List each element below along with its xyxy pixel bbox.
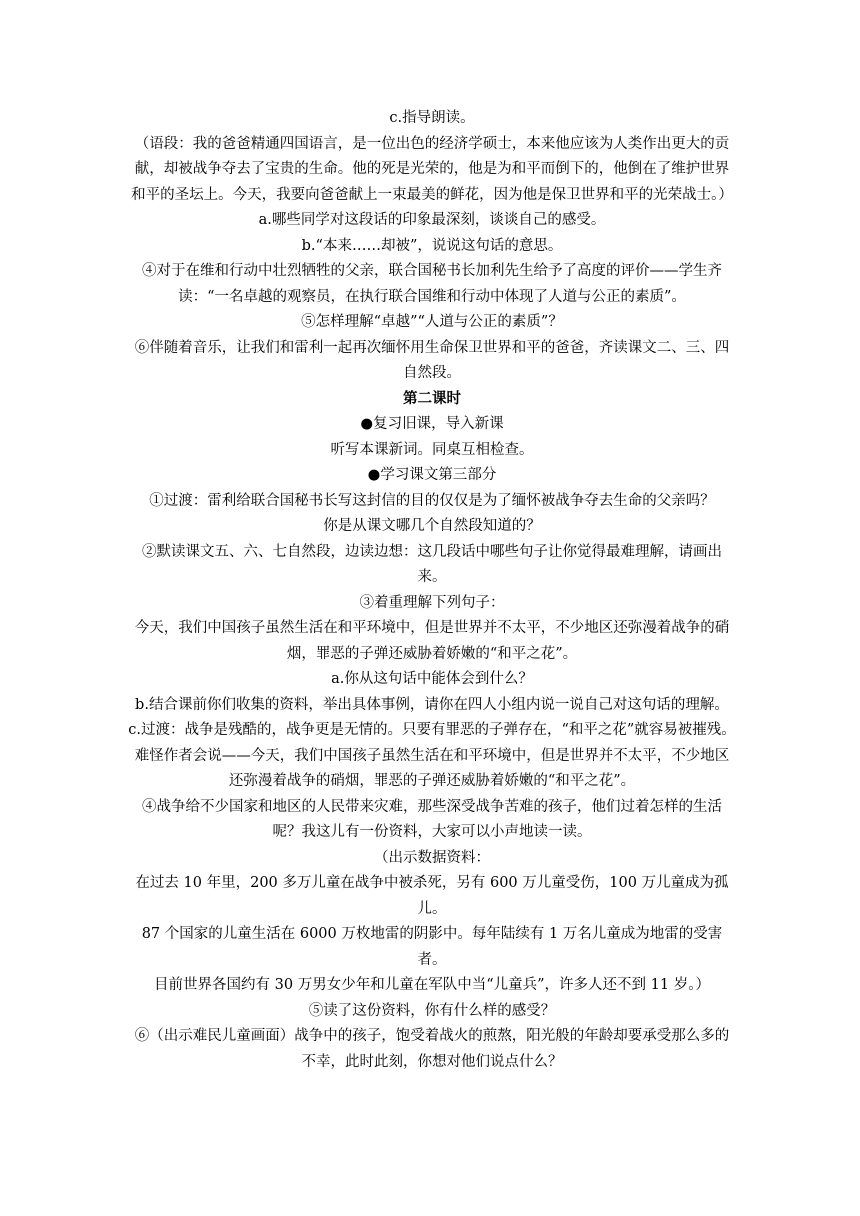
paragraph: 目前世界各国约有 30 万男女少年和儿童在军队中当“儿童兵”，许多人还不到 11 岁。） xyxy=(154,977,710,993)
paragraph: ⑤怎样理解“卓越”“人道与公正的素质”？ xyxy=(301,314,563,330)
document-body xyxy=(128,106,736,1075)
paragraph: ●学习课文第三部分 xyxy=(367,467,497,483)
paragraph: b.“本来……却被”，说说这句话的意思。 xyxy=(301,237,563,254)
paragraph: ⑥伴随着音乐，让我们和雷利一起再次缅怀用生命保卫世界和平的爸爸，齐读课文二、三、四自然段。 xyxy=(134,339,730,381)
paragraph: ⑥（出示难民儿童画面）战争中的孩子，饱受着战火的煎熬，阳光般的年龄却要承受那么多的不幸，此时此刻，你想对他们说点什么？ xyxy=(134,1028,730,1070)
paragraph: c.指导朗读。 xyxy=(389,110,475,126)
paragraph: 你是从课文哪几个自然段知道的？ xyxy=(323,518,541,534)
paragraph: 在过去 10 年里，200 多万儿童在战争中被杀死，另有 600 万儿童受伤，100 万儿童成为孤儿。 xyxy=(135,875,729,917)
paragraph: ⑤读了这份资料，你有什么样的感受？ xyxy=(308,1002,556,1019)
paragraph: ●复习旧课，导入新课 xyxy=(360,416,504,432)
paragraph: ④战争给不少国家和地区的人民带来灾难，那些深受战争苦难的孩子，他们过着怎样的生活呢？我这儿有一份资料，大家可以小声地读一读。 xyxy=(142,798,722,840)
paragraph: 87 个国家的儿童生活在 6000 万枚地雷的阴影中。每年陆续有 1 万名儿童成为地雷的受害者。 xyxy=(141,926,723,968)
paragraph: ④对于在维和行动中壮烈牺牲的父亲，联合国秘书长加利先生给予了高度的评价——学生齐读：“一名卓越的观察员，在执行联合国维和行动中体现了人道与公正的素质”。 xyxy=(142,263,722,305)
paragraph: 今天，我们中国孩子虽然生活在和平环境中，但是世界并不太平，不少地区还弥漫着战争的硝烟，罪恶的子弹还威胁着娇嫩的“和平之花”。 xyxy=(134,620,730,662)
paragraph: a.你从这句话中能体会到什么？ xyxy=(331,671,533,687)
paragraph: （语段：我的爸爸精通四国语言，是一位出色的经济学硕士，本来他应该为人类作出更大的贡献，却被战争夺去了宝贵的生命。他的死是光荣的，他是为和平而倒下的，他倒在了维护世界和平的圣坛上。今天，我要向爸爸献上一束最美的鲜花，因为他是保卫世界和平的光荣战士。） xyxy=(131,135,733,203)
section-heading: 第二课时 xyxy=(403,390,461,407)
paragraph: a.哪些同学对这段话的印象最深刻，谈谈自己的感受。 xyxy=(258,212,606,228)
paragraph: ②默读课文五、六、七自然段，边读边想：这几段话中哪些句子让你觉得最难理解，请画出来。 xyxy=(142,543,722,585)
paragraph: c.过渡：战争是残酷的，战争更是无情的。只要有罪恶的子弹存在，“和平之花”就容易被摧残。难怪作者会说——今天，我们中国孩子虽然生活在和平环境中，但是世界并不太平，不少地区还弥漫着战争的硝烟，罪恶的子弹还威胁着娇嫩的“和平之花”。 xyxy=(128,722,736,789)
paragraph: b.结合课前你们收集的资料，举出具体事例，请你在四人小组内说一说自己对这句话的理解。 xyxy=(135,696,729,713)
paragraph: ③着重理解下列句子： xyxy=(359,594,505,611)
paragraph: 听写本课新词。同桌互相检查。 xyxy=(330,441,534,458)
paragraph: ①过渡：雷利给联合国秘书长写这封信的目的仅仅是为了缅怀被战争夺去生命的父亲吗？ xyxy=(149,492,715,509)
paragraph: （出示数据资料： xyxy=(374,849,490,866)
